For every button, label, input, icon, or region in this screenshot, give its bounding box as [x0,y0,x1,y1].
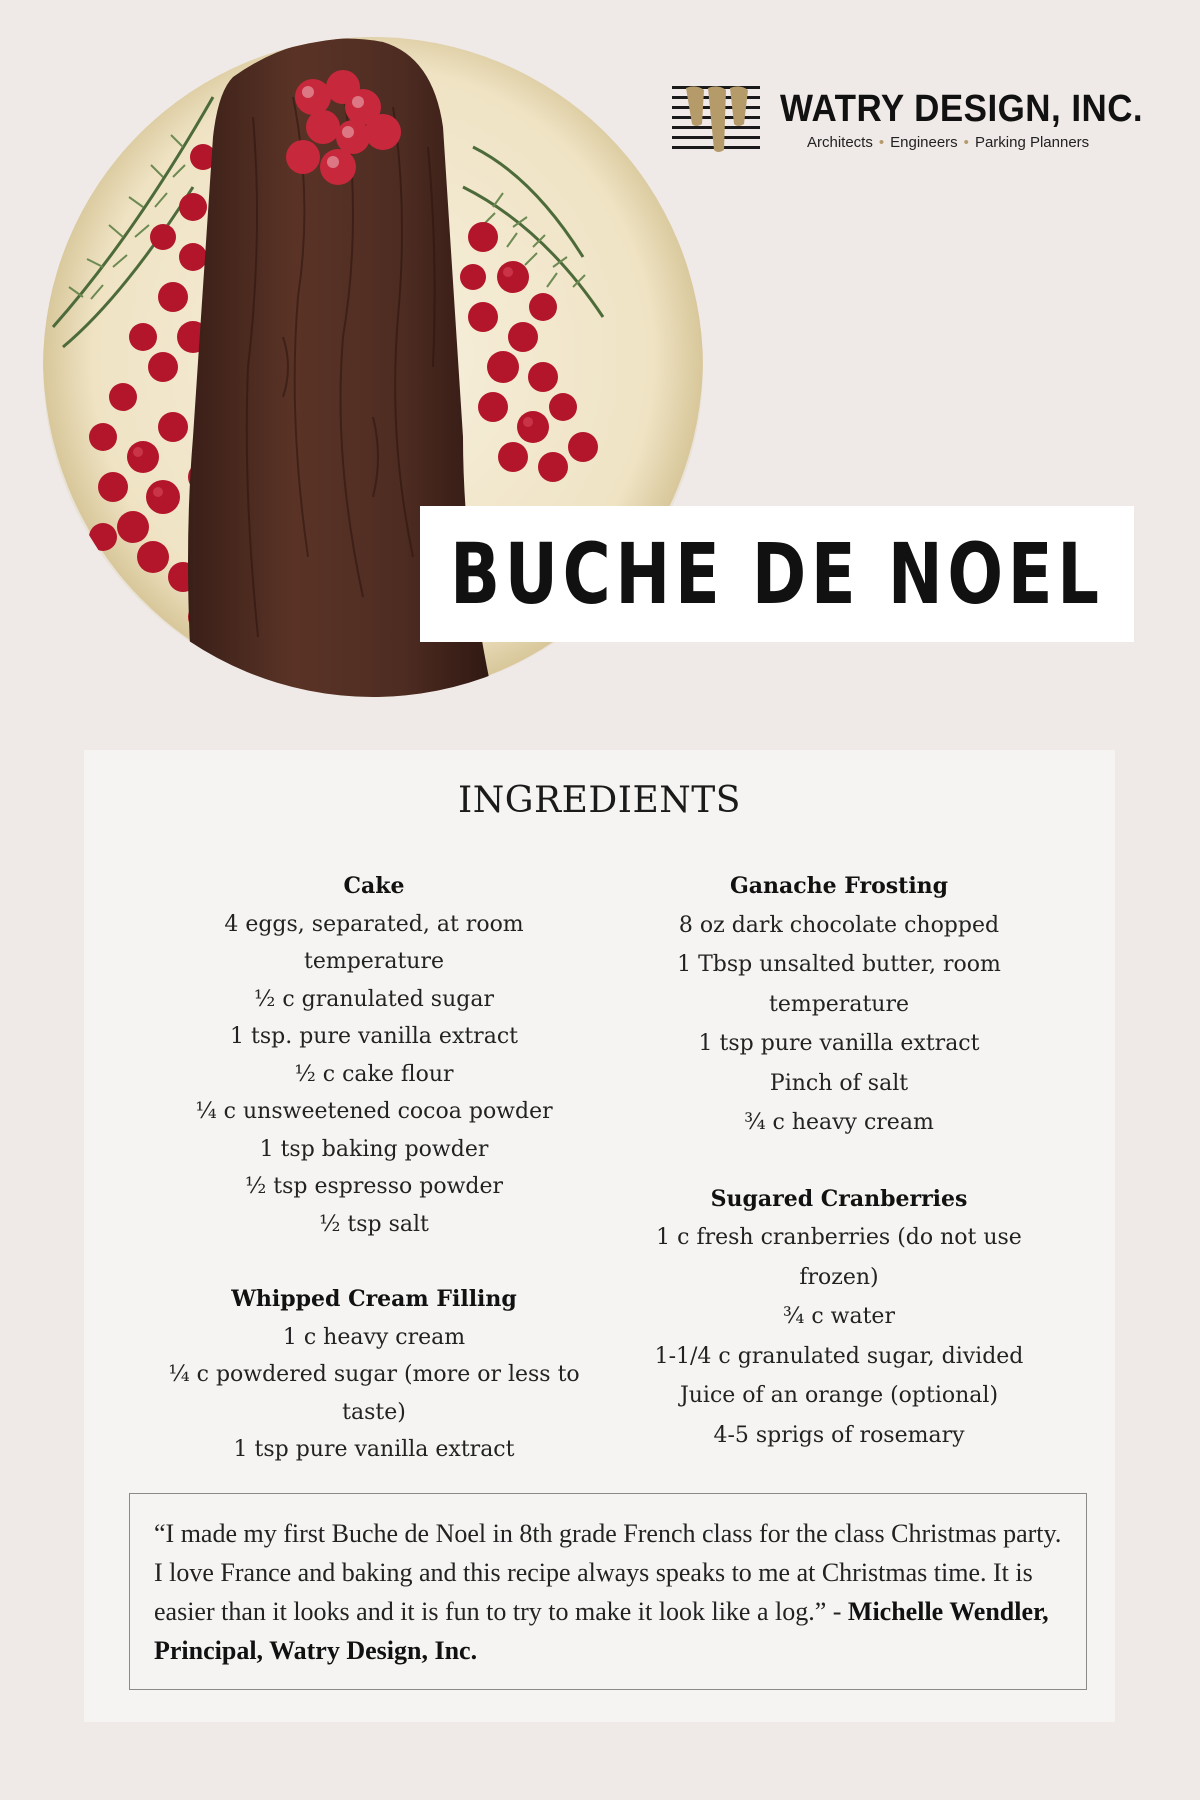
ingredient-item: ½ c granulated sugar [254,986,494,1012]
watry-logo-icon [672,84,764,156]
ingredient-item: Juice of an orange (optional) [679,1383,999,1408]
cranberries-list [614,1218,1064,1455]
ingredient-item: 8 oz dark chocolate chopped [678,912,1000,938]
ingredient-item: 1 tsp. pure vanilla extract [230,1024,518,1049]
ingredients-right-column [614,868,1064,1455]
ingredient-item: ¼ c unsweetened cocoa powder [195,1099,553,1124]
ingredient-item: ½ tsp espresso powder [244,1174,504,1199]
tagline-architects: Architects [807,134,873,151]
ganache-section-title: Ganache Frosting [729,873,949,899]
ingredient-item: ½ tsp salt [319,1211,429,1237]
company-tagline [807,134,1089,151]
quote-box [129,1493,1087,1690]
company-name: WATRY DESIGN, INC. [780,88,1144,130]
ingredient-item: ¾ c water [783,1304,895,1329]
ingredients-left-column [124,868,624,1469]
filling-list [159,1319,589,1469]
ingredient-item: 1 c heavy cream [282,1324,466,1350]
cake-list [194,906,554,1244]
company-logo [672,84,1142,164]
tagline-parking-planners: Parking Planners [974,134,1090,151]
ingredient-item: 4 eggs, separated, at room temperature [224,911,524,974]
quote-attribution: Michelle Wendler, Principal, Watry Design, Inc. [154,1597,1049,1665]
tagline-dot-icon: • [878,134,885,151]
ingredients-heading: INGREDIENTS [458,780,741,821]
cake-section-title: Cake [343,873,405,899]
quote-text: “I made my first Buche de Noel in 8th grade French class for the class Christmas party. I love France and baking and this recipe always speaks to me at Christmas time. It is easier than it looks and it is fun to try to make it look like a log.” - [154,1519,1062,1626]
page-title: BUCHE DE NOEL [450,525,1104,623]
ingredient-item: 1 tsp pure vanilla extract [233,1437,515,1462]
ingredient-item: 1 c fresh cranberries (do not use frozen) [656,1225,1022,1290]
ingredient-item: 1-1/4 c granulated sugar, divided [654,1343,1024,1369]
title-banner [420,506,1134,642]
ingredient-item: ¾ c heavy cream [744,1110,934,1135]
ingredient-item: 1 tsp baking powder [259,1136,489,1162]
ingredient-item: 1 Tbsp unsalted butter, room temperature [677,952,1001,1017]
tagline-engineers: Engineers [890,134,958,151]
ingredients-card [84,750,1115,1722]
cranberries-section-title: Sugared Cranberries [710,1185,968,1212]
ingredient-item: 1 tsp pure vanilla extract [698,1031,980,1056]
ingredient-item: 4-5 sprigs of rosemary [713,1422,965,1448]
ganache-list [659,906,1019,1143]
filling-section-title: Whipped Cream Filling [231,1286,517,1312]
ingredient-item: Pinch of salt [769,1070,909,1096]
ingredient-item: ½ c cake flour [294,1061,454,1087]
tagline-dot-icon: • [963,134,969,151]
ingredient-item: ¼ c powdered sugar (more or less to taste) [168,1362,580,1425]
